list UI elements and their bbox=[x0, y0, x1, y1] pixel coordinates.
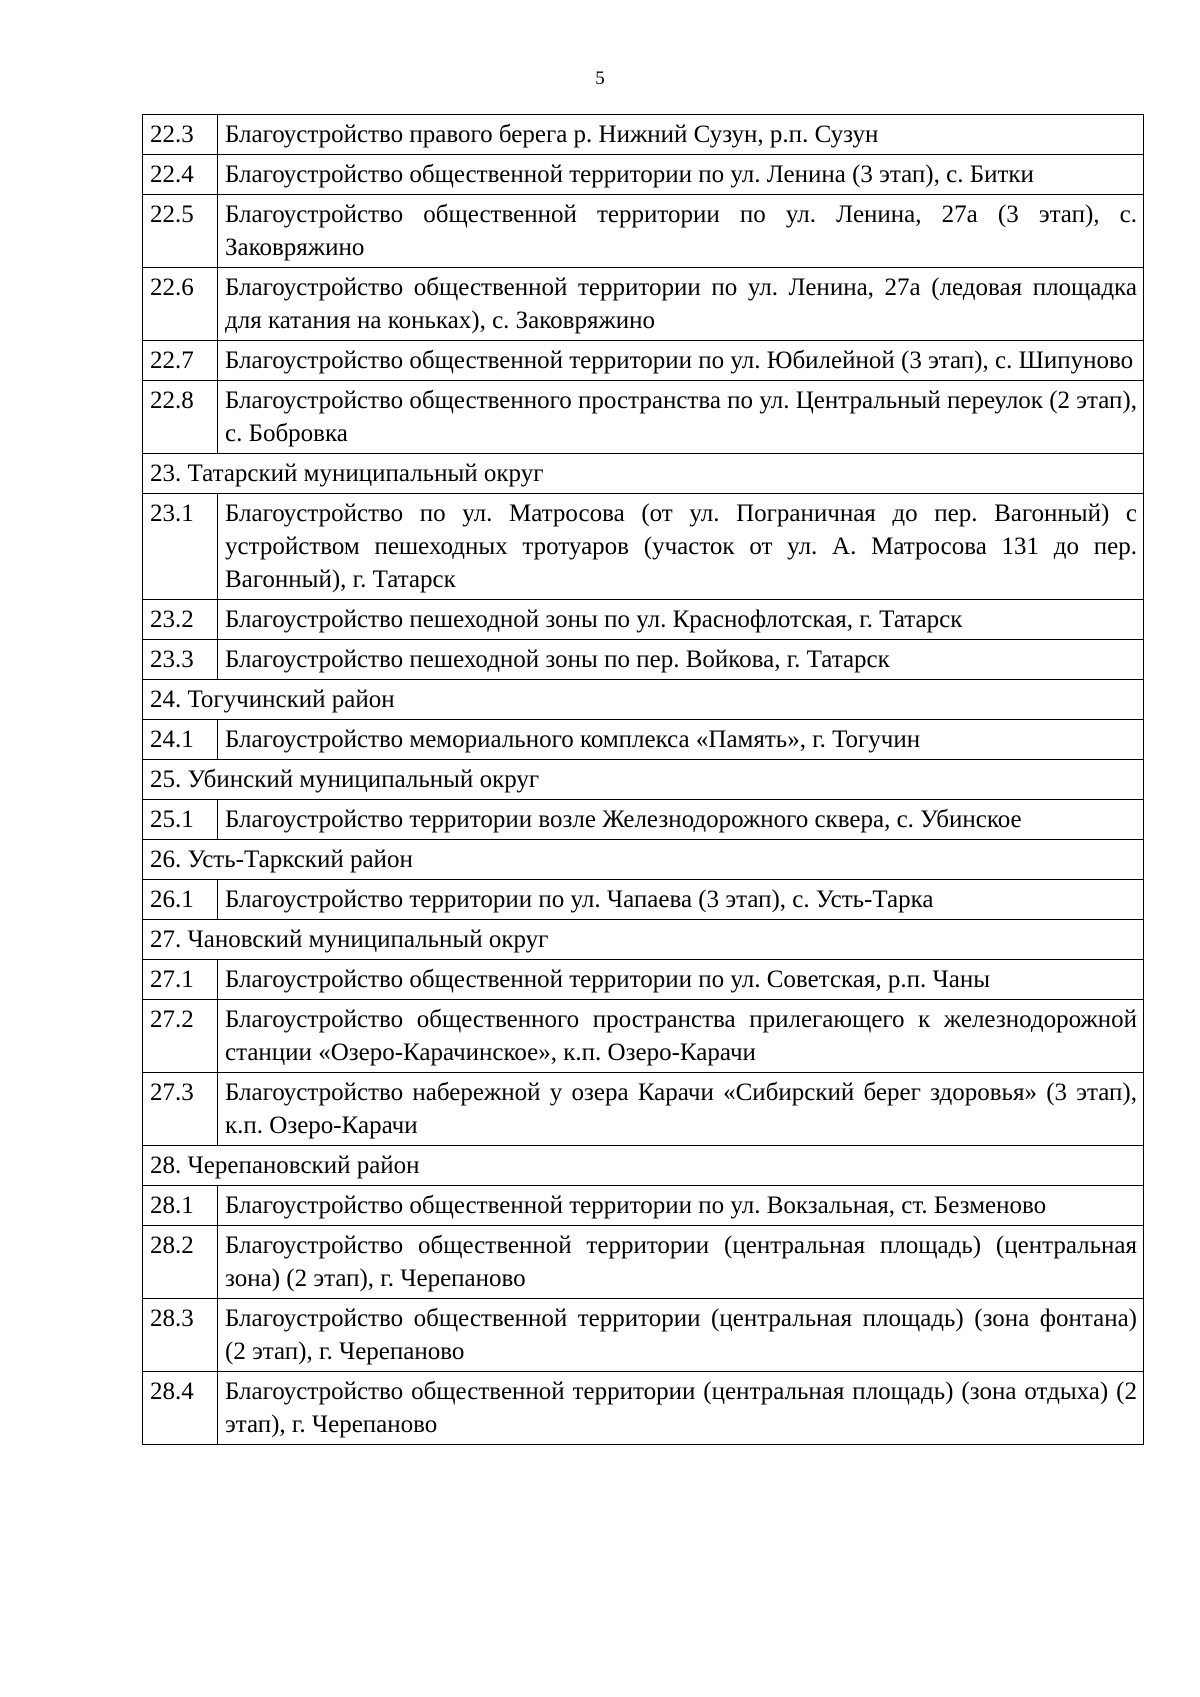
item-number: 22.3 bbox=[143, 115, 218, 155]
item-number: 28.2 bbox=[143, 1226, 218, 1299]
item-description: Благоустройство общественной территории по ул. Вокзальная, ст. Безменово bbox=[218, 1186, 1144, 1226]
table-row bbox=[143, 1299, 1144, 1372]
section-row bbox=[143, 840, 1144, 880]
section-row bbox=[143, 760, 1144, 800]
section-row bbox=[143, 920, 1144, 960]
item-number: 25.1 bbox=[143, 800, 218, 840]
table-row bbox=[143, 155, 1144, 195]
item-description: Благоустройство общественной территории по ул. Юбилейной (3 этап), с. Шипуново bbox=[218, 341, 1144, 381]
item-description: Благоустройство общественной территории (центральная площадь) (зона фонтана) (2 этап), г. Черепаново bbox=[218, 1299, 1144, 1372]
item-number: 23.2 bbox=[143, 600, 218, 640]
table-row bbox=[143, 268, 1144, 341]
section-heading: 25. Убинский муниципальный округ bbox=[143, 760, 1144, 800]
item-description: Благоустройство набережной у озера Карачи «Сибирский берег здоровья» (3 этап), к.п. Озеро-Карачи bbox=[218, 1073, 1144, 1146]
table-row bbox=[143, 720, 1144, 760]
item-description: Благоустройство правого берега р. Нижний Сузун, р.п. Сузун bbox=[218, 115, 1144, 155]
section-row bbox=[143, 454, 1144, 494]
table-row bbox=[143, 960, 1144, 1000]
table-row bbox=[143, 1073, 1144, 1146]
table-row bbox=[143, 341, 1144, 381]
item-number: 22.4 bbox=[143, 155, 218, 195]
item-number: 24.1 bbox=[143, 720, 218, 760]
table-row bbox=[143, 1000, 1144, 1073]
table-row bbox=[143, 494, 1144, 600]
table-row bbox=[143, 195, 1144, 268]
item-number: 22.5 bbox=[143, 195, 218, 268]
item-number: 22.7 bbox=[143, 341, 218, 381]
section-heading: 26. Усть-Таркский район bbox=[143, 840, 1144, 880]
item-number: 23.3 bbox=[143, 640, 218, 680]
item-number: 26.1 bbox=[143, 880, 218, 920]
table-row bbox=[143, 115, 1144, 155]
projects-table bbox=[142, 114, 1144, 1445]
table-row bbox=[143, 600, 1144, 640]
table-row bbox=[143, 880, 1144, 920]
table-row bbox=[143, 800, 1144, 840]
item-description: Благоустройство территории по ул. Чапаева (3 этап), с. Усть-Тарка bbox=[218, 880, 1144, 920]
item-description: Благоустройство общественной территории по ул. Ленина, 27а (3 этап), с. Заковряжино bbox=[218, 195, 1144, 268]
section-heading: 24. Тогучинский район bbox=[143, 680, 1144, 720]
item-description: Благоустройство общественной территории по ул. Ленина (3 этап), с. Битки bbox=[218, 155, 1144, 195]
item-number: 28.4 bbox=[143, 1372, 218, 1445]
section-row bbox=[143, 1146, 1144, 1186]
page-number: 5 bbox=[595, 68, 605, 89]
item-description: Благоустройство общественной территории по ул. Ленина, 27а (ледовая площадка для катания на коньках), с. Заковряжино bbox=[218, 268, 1144, 341]
item-description: Благоустройство пешеходной зоны по пер. Войкова, г. Татарск bbox=[218, 640, 1144, 680]
item-number: 27.2 bbox=[143, 1000, 218, 1073]
item-description: Благоустройство территории возле Железнодорожного сквера, с. Убинское bbox=[218, 800, 1144, 840]
section-heading: 27. Чановский муниципальный округ bbox=[143, 920, 1144, 960]
table-row bbox=[143, 1226, 1144, 1299]
section-heading: 28. Черепановский район bbox=[143, 1146, 1144, 1186]
item-number: 22.8 bbox=[143, 381, 218, 454]
item-description: Благоустройство общественной территории (центральная площадь) (зона отдыха) (2 этап), г. Черепаново bbox=[218, 1372, 1144, 1445]
item-number: 28.3 bbox=[143, 1299, 218, 1372]
item-description: Благоустройство общественного пространства прилегающего к железнодорожной станции «Озеро-Карачинское», к.п. Озеро-Карачи bbox=[218, 1000, 1144, 1073]
section-row bbox=[143, 680, 1144, 720]
table-row bbox=[143, 381, 1144, 454]
table-row bbox=[143, 1372, 1144, 1445]
item-description: Благоустройство общественного пространства по ул. Центральный переулок (2 этап), с. Бобровка bbox=[218, 381, 1144, 454]
item-number: 22.6 bbox=[143, 268, 218, 341]
table-row bbox=[143, 640, 1144, 680]
item-number: 27.3 bbox=[143, 1073, 218, 1146]
item-number: 23.1 bbox=[143, 494, 218, 600]
item-number: 27.1 bbox=[143, 960, 218, 1000]
item-description: Благоустройство общественной территории (центральная площадь) (центральная зона) (2 этап), г. Черепаново bbox=[218, 1226, 1144, 1299]
section-heading: 23. Татарский муниципальный округ bbox=[143, 454, 1144, 494]
table-row bbox=[143, 1186, 1144, 1226]
item-description: Благоустройство пешеходной зоны по ул. Краснофлотская, г. Татарск bbox=[218, 600, 1144, 640]
item-description: Благоустройство мемориального комплекса «Память», г. Тогучин bbox=[218, 720, 1144, 760]
item-number: 28.1 bbox=[143, 1186, 218, 1226]
projects-table-body bbox=[143, 115, 1144, 1445]
item-description: Благоустройство общественной территории по ул. Советская, р.п. Чаны bbox=[218, 960, 1144, 1000]
item-description: Благоустройство по ул. Матросова (от ул. Пограничная до пер. Вагонный) с устройством пешеходных тротуаров (участок от ул. А. Матросова 131 до пер. Вагонный), г. Татарск bbox=[218, 494, 1144, 600]
